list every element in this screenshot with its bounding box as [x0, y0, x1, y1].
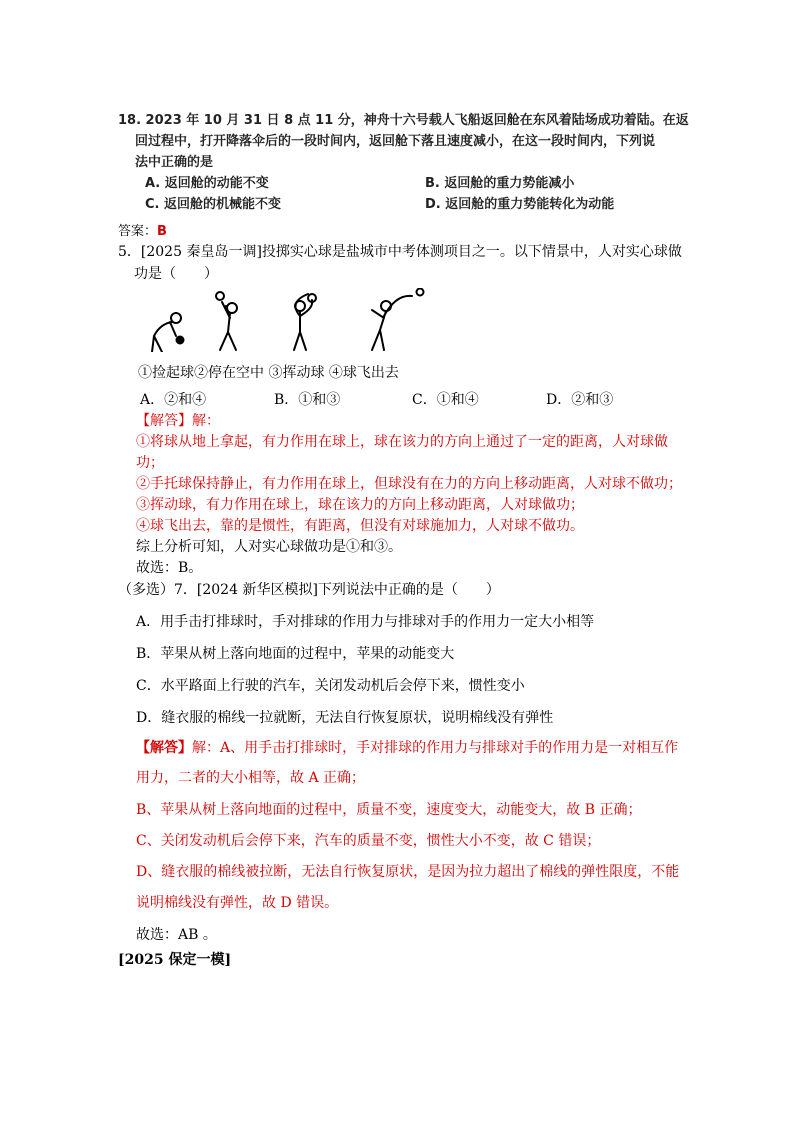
- q7-line1: （多选）7．[2024 新华区模拟]下列说法中正确的是（ ）: [118, 582, 500, 598]
- q18-line1: 18. 2023 年 10 月 31 日 8 点 11 分，神舟十六号载人飞船返回舱在东风着陆场成功着陆。在返: [118, 113, 689, 128]
- q18-line3: 法中正确的是: [135, 155, 214, 170]
- q5-solution-4: ④球飞出去，靠的是惯性，有距离，但没有对球施加力，人对球不做功。: [136, 518, 584, 534]
- q18-option-d: D. 返回舱的重力势能转化为动能: [425, 197, 615, 212]
- q5-option-d: D．②和③: [546, 392, 614, 408]
- q5-solution-1b: 功；: [136, 455, 164, 471]
- q18-option-b: B. 返回舱的重力势能减小: [425, 176, 575, 191]
- q7-solution-a2: 用力，二者的大小相等，故 A 正确；: [136, 770, 366, 786]
- q18-option-a: A. 返回舱的动能不变: [145, 176, 269, 191]
- q7-solution-b: B、苹果从树上落向地面的过程中，质量不变，速度变大，动能变大，故 B 正确；: [136, 802, 642, 818]
- q5-line1: 5．[2025 秦皇岛一调]投掷实心球是盐城市中考体测项目之一。以下情景中，人对实心球做: [118, 244, 682, 260]
- q7-solution-c: C、关闭发动机后会停下来，汽车的质量不变，惯性大小不变，故 C 错误；: [136, 833, 601, 849]
- q18-answer-label: 答案：: [118, 224, 158, 239]
- q18-line2: 回过程中，打开降落伞后的一段时间内，返回舱下落且速度减小，在这一段时间内，下列说: [135, 134, 656, 149]
- stick-figures-illustration: [140, 288, 450, 352]
- q7-solution-head: 【解答】: [136, 740, 192, 756]
- q7-solution-d2: 说明棉线没有弹性，故 D 错误。: [136, 895, 339, 911]
- q7-option-a: A．用手击打排球时，手对排球的作用力与排球对手的作用力一定大小相等: [136, 614, 595, 630]
- q5-option-b: B．①和③: [274, 392, 341, 408]
- q5-solution-3: ③挥动球，有力作用在球上，球在该力的方向上移动距离，人对球做功；: [136, 497, 584, 513]
- q7-final-answer: 故选：AB 。: [136, 927, 217, 943]
- q5-summary: 综上分析可知，人对实心球做功是①和③。: [136, 539, 402, 555]
- q18-answer-value: B: [157, 224, 167, 239]
- q5-line2: 功是（ ）: [134, 266, 218, 282]
- q7-option-d: D．缝衣服的棉线一拉就断，无法自行恢复原状，说明棉线没有弹性: [136, 710, 554, 726]
- q5-option-c: C．①和④: [412, 392, 479, 408]
- q7-solution-d1: D、缝衣服的棉线被拉断，无法自行恢复原状，是因为拉力超出了棉线的弹性限度，不能: [136, 864, 680, 880]
- q18-answer: [118, 220, 167, 239]
- q5-solution-1a: ①将球从地上拿起，有力作用在球上，球在该力的方向上通过了一定的距离，人对球做: [136, 434, 668, 450]
- q7-option-b: B．苹果从树上落向地面的过程中，苹果的动能变大: [136, 646, 455, 662]
- q7-solution-a1: [136, 738, 678, 759]
- source-tag: [2025 保定一模]: [118, 952, 232, 968]
- q7-option-c: C．水平路面上行驶的汽车，关闭发动机后会停下来，惯性变小: [136, 678, 525, 694]
- q5-figure: [140, 288, 450, 350]
- q18-option-c: C. 返回舱的机械能不变: [145, 197, 282, 212]
- q7-solution-a1-text: 解：A、用手击打排球时，手对排球的作用力与排球对手的作用力是一对相互作: [192, 740, 679, 756]
- q5-solution-head: 【解答】解：: [136, 413, 220, 429]
- q5-option-a: A．②和④: [140, 392, 207, 408]
- q5-final-answer: 故选：B。: [136, 560, 203, 576]
- q5-solution-2: ②手托球保持静止，有力作用在球上，但球没有在力的方向上移动距离，人对球不做功；: [136, 476, 682, 492]
- q5-figure-caption: ①捡起球②停在空中 ③挥动球 ④球飞出去: [138, 365, 399, 381]
